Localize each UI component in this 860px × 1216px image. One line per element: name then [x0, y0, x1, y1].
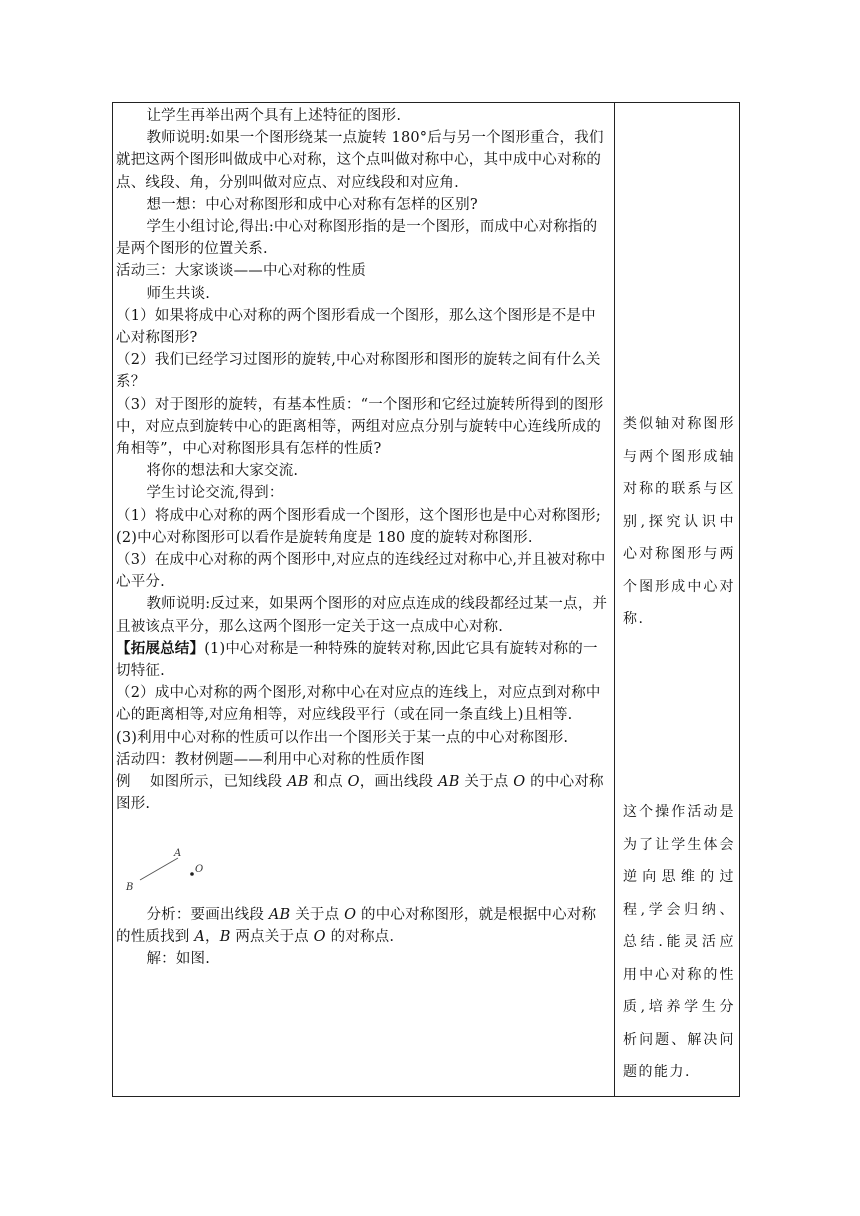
para-talk-together: 师生共谈. [146, 285, 211, 302]
result-2: (2)中心对称图形可以看作是旋转角度是 180 度的旋转对称图形. [116, 529, 533, 546]
summary-1: 【拓展总结】(1)中心对称是一种特殊的旋转对称,因此它具有旋转对称的一切特征. [116, 639, 598, 680]
para-think: 想一想：中心对称图形和成中心对称有怎样的区别? [146, 196, 478, 213]
activity-4-heading: 活动四：教材例题——利用中心对称的性质作图 [116, 751, 425, 768]
lesson-table [112, 102, 740, 1097]
label-b: B [126, 881, 134, 893]
para-teacher-converse: 教师说明:反过来，如果两个图形的对应点连成的线段都经过某一点，并且被该点平分，那么这两个图形一定关于这一点成中心对称. [116, 596, 608, 635]
label-a: A [174, 847, 182, 859]
result-1: （1）将成中心对称的两个图形看成一个图形，这个图形也是中心对称图形; [116, 507, 601, 524]
question-2: （2）我们已经学习过图形的旋转,中心对称图形和图形的旋转之间有什么关系？ [116, 352, 601, 391]
summary-heading: 【拓展总结】 [116, 639, 205, 657]
question-1: （1）如果将成中心对称的两个图形看成一个图形，那么这个图形是不是中心对称图形? [116, 307, 596, 347]
note-design-intent-2: 这个操作活动是为了让学生体会逆向思维的过程,学会归纳、总结.能灵活应用中心对称的性质,培养学生分析问题、解决问题的能力. [623, 804, 735, 1080]
question-3: （3）对于图形的旋转，有基本性质：“一个图形和它经过旋转所得到的图形中，对应点到旋转中心的距离相等，两组对应点分别与旋转中心连线所成的角相等”，中心对称图形具有怎样的性质? [116, 396, 604, 458]
column-divider [614, 103, 615, 1096]
para-students-get: 学生讨论交流,得到： [146, 485, 284, 502]
para-group-discussion: 学生小组讨论,得出:中心对称图形指的是一个图形，而成中心对称指的是两个图形的位置关系. [116, 219, 598, 258]
note-design-intent-1: 类似轴对称图形与两个图形成轴对称的联系与区别,探究认识中心对称图形与两个图形成中心对称. [623, 416, 735, 627]
activity-3-heading: 活动三：大家谈谈——中心对称的性质 [116, 263, 366, 280]
point-o [190, 872, 194, 876]
example-paragraph: 例 如图所示，已知线段 AB 和点 O，画出线段 AB 关于点 O 的中心对称图形. [116, 774, 604, 813]
analysis-paragraph: 分析：要画出线段 AB 关于点 O 的中心对称图形，就是根据中心对称的性质找到 A，B 两点关于点 O 的对称点. [116, 906, 597, 945]
segment-ab [140, 858, 178, 880]
para-examples: 让学生再举出两个具有上述特征的图形. [146, 108, 402, 124]
para-share: 将你的想法和大家交流. [146, 463, 299, 480]
main-column [116, 105, 610, 970]
segment-ab-point-o-diagram [120, 830, 240, 904]
solution-line: 解：如图. [146, 950, 211, 967]
para-teacher-definition: 教师说明:如果一个图形绕某一点旋转 180°后与另一个图形重合，我们就把这两个图形叫做成中心对称，这个点叫做对称中心，其中成中心对称的点、线段、角，分别叫做对应点、对应线段和对应角. [116, 130, 604, 191]
result-3: （3）在成中心对称的两个图形中,对应点的连线经过对称中心,并且被对称中心平分. [116, 552, 606, 591]
segment-figure [116, 830, 610, 904]
summary-3: (3)利用中心对称的性质可以作出一个图形关于某一点的中心对称图形. [116, 729, 569, 746]
summary-2: （2）成中心对称的两个图形,对称中心在对应点的连线上，对应点到对称中心的距离相等,对应角相等，对应线段平行（或在同一条直线上)且相等. [116, 685, 601, 724]
label-o: O [195, 863, 204, 875]
